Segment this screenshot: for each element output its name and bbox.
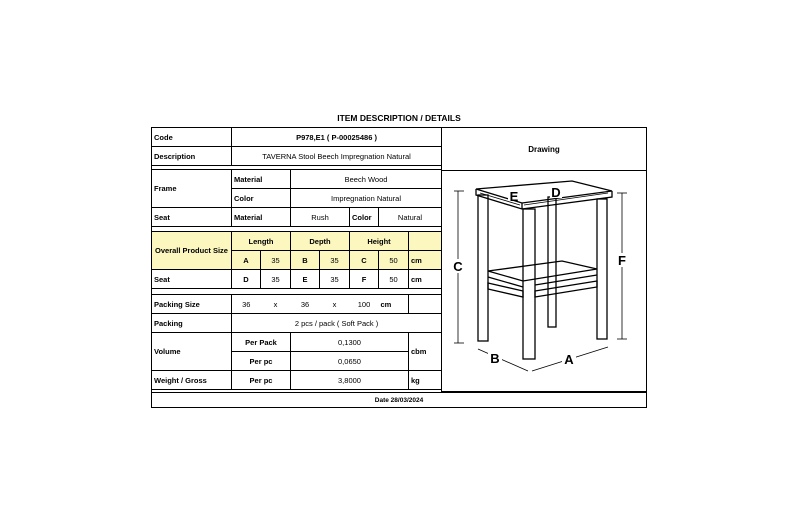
volume-per-pack-row [152,333,442,352]
frame-material-value: Beech Wood [291,170,442,189]
drawing-label-a: A [564,352,574,367]
frame-material-row [152,170,442,189]
seat-material-label: Material [232,208,291,227]
c-label: C [350,251,379,270]
frame-label: Frame [152,170,232,208]
size-header-row [152,232,442,251]
e-value: 35 [320,270,350,289]
code-row [152,128,442,147]
volume-label: Volume [152,333,232,371]
blank-cell [409,232,442,251]
seat-edge [476,189,612,209]
per-pc-label: Per pc [232,352,291,371]
description-label: Description [152,147,232,166]
packing-size-row [152,295,442,314]
code-value: P978,E1 ( P-00025486 ) [232,128,442,147]
a-value: 35 [261,251,291,270]
weight-per-pc-label: Per pc [232,371,291,390]
stool-drawing [442,171,646,392]
packing-dim-3: 100 [350,295,379,314]
dim-b-line [478,349,528,371]
overall-size-label: Overall Product Size [152,232,232,270]
f-label: F [350,270,379,289]
frame-color-label: Color [232,189,291,208]
d-value: 35 [261,270,291,289]
document-title: ITEM DESCRIPTION / DETAILS [337,113,461,123]
date-footer: Date 28/03/2024 [151,392,647,408]
seat-material-row [152,208,442,227]
weight-value: 3,8000 [291,371,409,390]
drawing-label-c: C [453,259,463,274]
seat-size-unit: cm [409,270,442,289]
packing-size-unit: cm [379,295,409,314]
frame-material-label: Material [232,170,291,189]
volume-unit: cbm [409,333,442,371]
seat-label: Seat [152,208,232,227]
b-label: B [291,251,320,270]
b-value: 35 [320,251,350,270]
per-pack-label: Per Pack [232,333,291,352]
packing-size-label: Packing Size [152,295,232,314]
frame-color-value: Impregnation Natural [291,189,442,208]
seat-size-label: Seat [152,270,232,289]
packing-row [152,314,442,333]
packing-label: Packing [152,314,232,333]
depth-header: Depth [291,232,350,251]
e-label: E [291,270,320,289]
height-header: Height [350,232,409,251]
drawing-label-d: D [551,185,561,200]
per-pc-value: 0,0650 [291,352,409,371]
description-row [152,147,442,166]
drawing-label-f: F [618,253,626,268]
leg-front-corner [523,209,535,359]
per-pack-value: 0,1300 [291,333,409,352]
blank-cell [409,295,442,314]
drawing-label-b: B [490,351,500,366]
packing-x-1: x [261,295,291,314]
d-label: D [232,270,261,289]
a-label: A [232,251,261,270]
description-value: TAVERNA Stool Beech Impregnation Natural [232,147,442,166]
weight-label: Weight / Gross [152,371,232,390]
drawing-panel [441,127,647,392]
drawing-label: Drawing [442,128,646,171]
drawing-label-e: E [509,189,519,204]
weight-row [152,371,442,390]
seat-material-value: Rush [291,208,350,227]
seat-color-label: Color [350,208,379,227]
packing-x-2: x [320,295,350,314]
overall-unit: cm [409,251,442,270]
packing-value: 2 pcs / pack ( Soft Pack ) [232,314,442,333]
leg-front-left [478,195,488,341]
f-value: 50 [379,270,409,289]
details-table [151,127,442,390]
leg-right [597,199,607,339]
packing-dim-1: 36 [232,295,261,314]
seat-size-row [152,270,442,289]
code-label: Code [152,128,232,147]
weight-unit: kg [409,371,442,390]
c-value: 50 [379,251,409,270]
seat-color-value: Natural [379,208,442,227]
packing-dim-2: 36 [291,295,320,314]
length-header: Length [232,232,291,251]
details-table-container [151,127,476,390]
